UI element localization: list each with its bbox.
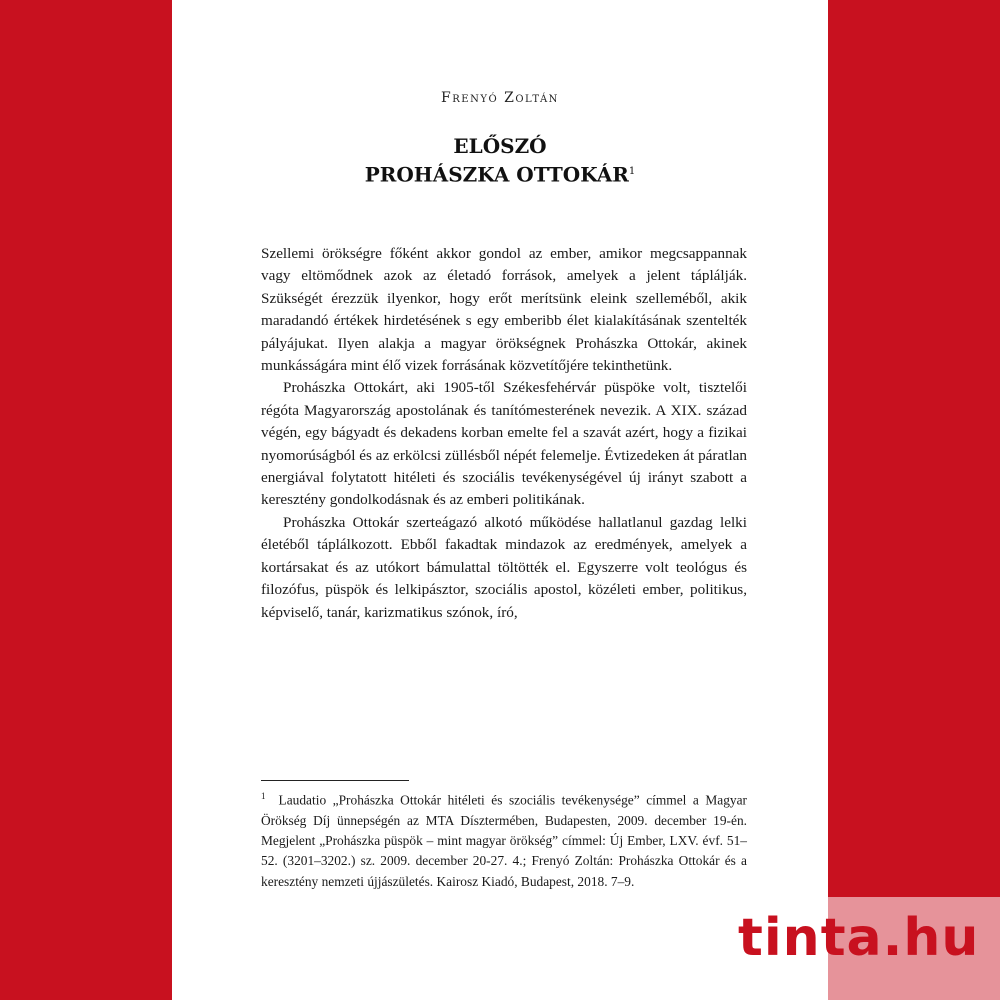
chapter-title-line2: PROHÁSZKA OTTOKÁR <box>364 162 629 187</box>
paragraph-2: Prohászka Ottokárt, aki 1905-től Székesfehérvár püspöke volt, tisztelői régóta Magyarország apostolának és tanítómesterének nevezik. A XIX. század végén, egy bágyadt és dekadens korban emelte fel a szavát azért, hogy a fizikai nyomorúságból és az erkölcsi züllésből népét felemelje. Évtizedeken át páratlan energiával folytatott hitéleti és szociális tevékenységével új irányt szabott a keresztény gondolkodásnak és az emberi politikának. <box>261 379 747 509</box>
footnote-mark: 1 <box>261 791 266 801</box>
paragraph-3: Prohászka Ottokár szerteágazó alkotó működése hallatlanul gazdag lelki életéből táplálkozott. Ebből fakadtak mindazok az eredmények, amelyek a kortársakat és az utókort bámulattal töltötték el. Egyszerre volt teológus és filozófus, püspök és lelkipásztor, szociális apostol, közéleti ember, politikus, képviselő, tanár, karizmatikus szónok, író, <box>261 513 747 621</box>
book-page <box>172 0 828 1000</box>
body-text <box>261 243 747 624</box>
paragraph-1: Szellemi örökségre főként akkor gondol az ember, amikor megcsappannak vagy eltömődnek azok az életadó források, amelyek a jelent táplálják. Szükségét érezzük ilyenkor, hogy erőt merítsünk eleink szelleméből, akik maradandó értékek hirdetésének s egy emberibb élet kialakításának szentelték pályájukat. Ilyen alakja a magyar örökségnek Prohászka Ottokár, akinek munkásságára mint élő vizek forrásának közvetítőjére tekinthetünk. <box>261 245 747 375</box>
watermark-logo: tinta.hu <box>738 908 980 968</box>
footnote-divider <box>261 780 409 781</box>
chapter-title <box>172 133 828 188</box>
title-footnote-mark: 1 <box>628 166 636 177</box>
footnote-text: Laudatio „Prohászka Ottokár hitéleti és szociális tevékenysége” címmel a Magyar Örökség Díj ünnepségén az MTA Dísztermében, Budapesten, 2009. december 19-én. Megjelent „Prohászka püspök – mint magyar örökség” címmel: Új Ember, LXV. évf. 51–52. (3201–3202.) sz. 2009. december 20-27. 4.; Frenyó Zoltán: Prohászka Ottokár és a keresztény nemzeti újjászületés. Kairosz Kiadó, Budapest, 2018. 7–9. <box>261 792 747 889</box>
footnote <box>261 786 747 892</box>
chapter-title-line1: ELŐSZÓ <box>453 134 547 158</box>
chapter-title-line2-wrap <box>172 159 828 188</box>
author-name: Frenyó Zoltán <box>441 90 559 106</box>
